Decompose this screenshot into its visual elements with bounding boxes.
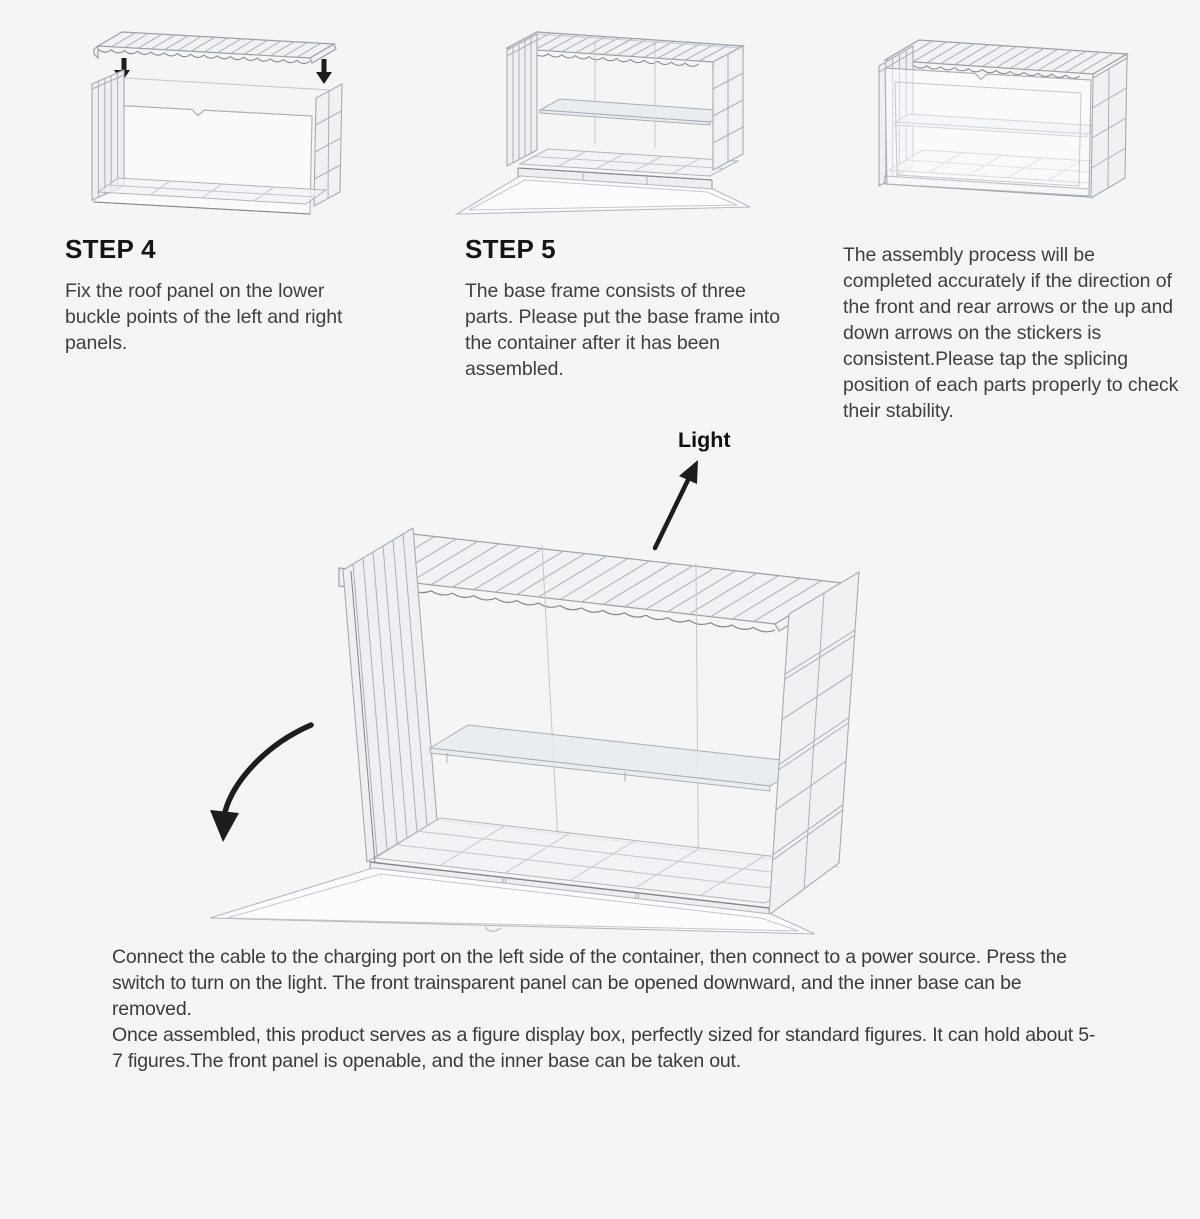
right-end-panel — [713, 46, 743, 170]
left-ribbed-panel — [507, 34, 537, 166]
main-container-illustration — [195, 510, 885, 942]
roof-panel — [94, 32, 336, 63]
right-end-panel — [1091, 58, 1127, 198]
right-end-panel — [314, 84, 342, 206]
light-callout-label: Light — [678, 428, 731, 452]
step5-illustration — [445, 18, 775, 230]
step5-title: STEP 5 — [465, 234, 556, 264]
shelf — [540, 99, 730, 125]
footer-paragraph-product: Once assembled, this product serves as a figure display box, perfectly sized for standard figures. It can hold about 5-7 figures.The front panel is openable, and the inner base can be taken out. — [112, 1024, 1096, 1072]
assembled-container-illustration — [855, 20, 1175, 220]
footer-paragraph-usage: Connect the cable to the charging port on the left side of the container, then connect to a power source. Press the switch to turn on the light. The front trainsparent panel can be opened downward, and the inner base can be removed. — [112, 946, 1067, 1020]
step4-description: Fix the roof panel on the lower buckle points of the left and right panels. — [65, 280, 343, 354]
step4-title: STEP 4 — [65, 234, 156, 264]
shelf — [430, 725, 808, 791]
container-body — [92, 70, 342, 214]
open-direction-arrow-icon — [210, 725, 311, 842]
step5-description: The base frame consists of three parts. Please put the base frame into the container after it has been assembled. — [465, 280, 780, 380]
footer-instructions — [112, 944, 1102, 1074]
light-arrow-icon — [610, 440, 740, 570]
front-transparent-panel — [885, 68, 1091, 196]
assembly-note: The assembly process will be completed accurately if the direction of the front and rear arrows or the up and down arrows on the stickers is consistent.Please tap the splicing position of each parts properly to check their stability. — [843, 244, 1179, 422]
roof-panel — [507, 32, 743, 68]
step4-illustration — [80, 20, 350, 220]
